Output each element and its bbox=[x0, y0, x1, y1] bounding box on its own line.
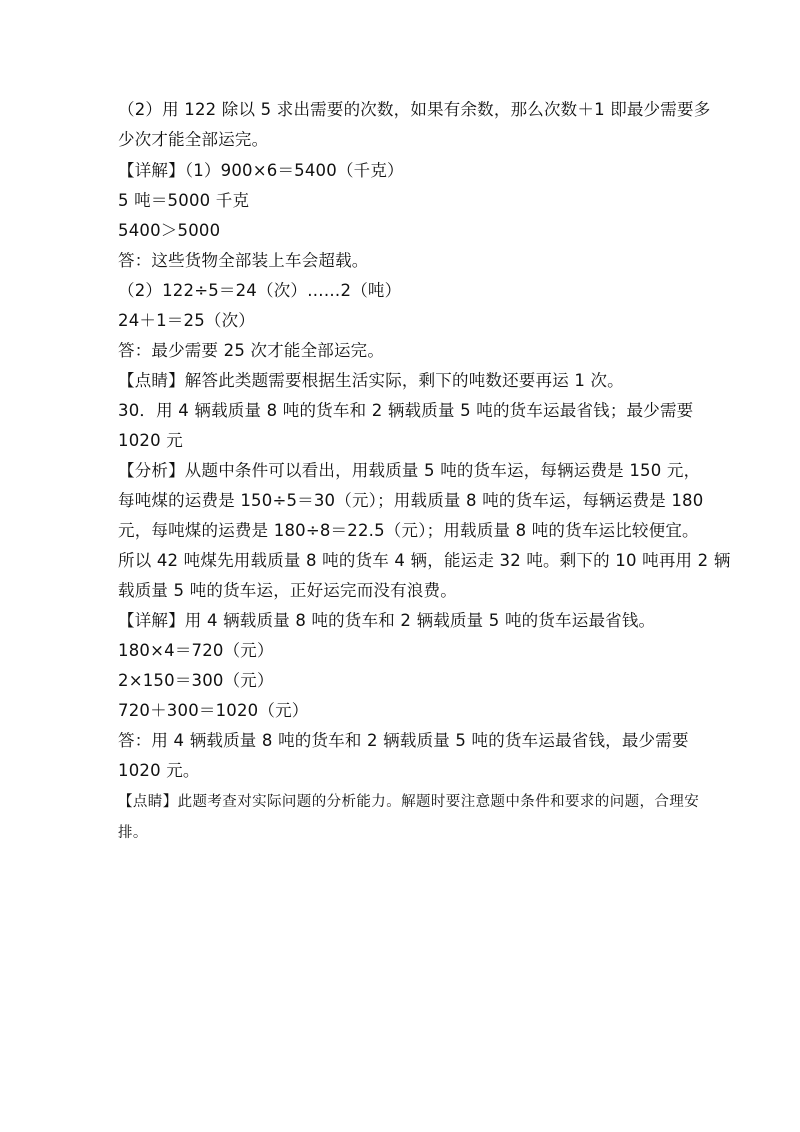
answer-30-cont: 1020 元。 bbox=[118, 761, 200, 780]
comment-30-line-2: 排。 bbox=[118, 825, 148, 841]
analysis-step-2-line-2: 少次才能全部运完。 bbox=[118, 130, 269, 149]
question-30-answer-cont: 1020 元 bbox=[118, 431, 183, 450]
analysis-30-line-3: 元，每吨煤的运费是 180÷8＝22.5（元）；用载质量 8 吨的货车运比较便宜。 bbox=[118, 521, 699, 540]
answer-30: 答：用 4 辆载质量 8 吨的货车和 2 辆载质量 5 吨的货车运最省钱，最少需要 bbox=[118, 731, 689, 750]
detail-step-2-calc: 24＋1＝25（次） bbox=[118, 311, 255, 330]
unit-conversion: 5 吨＝5000 千克 bbox=[118, 191, 250, 210]
analysis-30-line-1: 【分析】从题中条件可以看出，用载质量 5 吨的货车运，每辆运费是 150 元， bbox=[118, 461, 701, 480]
question-30-answer: 30．用 4 辆载质量 8 吨的货车和 2 辆载质量 5 吨的货车运最省钱；最少需要 bbox=[118, 401, 694, 420]
calc-30-3: 720＋300＝1020（元） bbox=[118, 701, 309, 720]
calc-30-2: 2×150＝300（元） bbox=[118, 671, 274, 690]
analysis-step-2-line-1: （2）用 122 除以 5 求出需要的次数，如果有余数，那么次数＋1 即最少需要多 bbox=[118, 100, 711, 119]
analysis-30-line-4: 所以 42 吨煤先用载质量 8 吨的货车 4 辆，能运走 32 吨。剩下的 10 吨再用 2 辆 bbox=[118, 551, 731, 570]
comparison: 5400＞5000 bbox=[118, 221, 221, 240]
comment-29: 【点睛】解答此类题需要根据生活实际，剩下的吨数还要再运 1 次。 bbox=[118, 371, 624, 390]
analysis-30-line-5: 载质量 5 吨的货车运，正好运完而没有浪费。 bbox=[118, 581, 457, 600]
detail-step-2: （2）122÷5＝24（次）……2（吨） bbox=[118, 281, 402, 300]
comment-30-line-1: 【点睛】此题考查对实际问题的分析能力。解题时要注意题中条件和要求的问题，合理安 bbox=[118, 794, 700, 810]
detail-30: 【详解】用 4 辆载质量 8 吨的货车和 2 辆载质量 5 吨的货车运最省钱。 bbox=[118, 611, 656, 630]
detail-step-1: 【详解】（1）900×6＝5400（千克） bbox=[118, 161, 404, 180]
answer-1: 答：这些货物全部装上车会超载。 bbox=[118, 251, 369, 270]
answer-2: 答：最少需要 25 次才能全部运完。 bbox=[118, 341, 385, 360]
calc-30-1: 180×4＝720（元） bbox=[118, 641, 274, 660]
analysis-30-line-2: 每吨煤的运费是 150÷5＝30（元）；用载质量 8 吨的货车运，每辆运费是 180 bbox=[118, 491, 704, 510]
